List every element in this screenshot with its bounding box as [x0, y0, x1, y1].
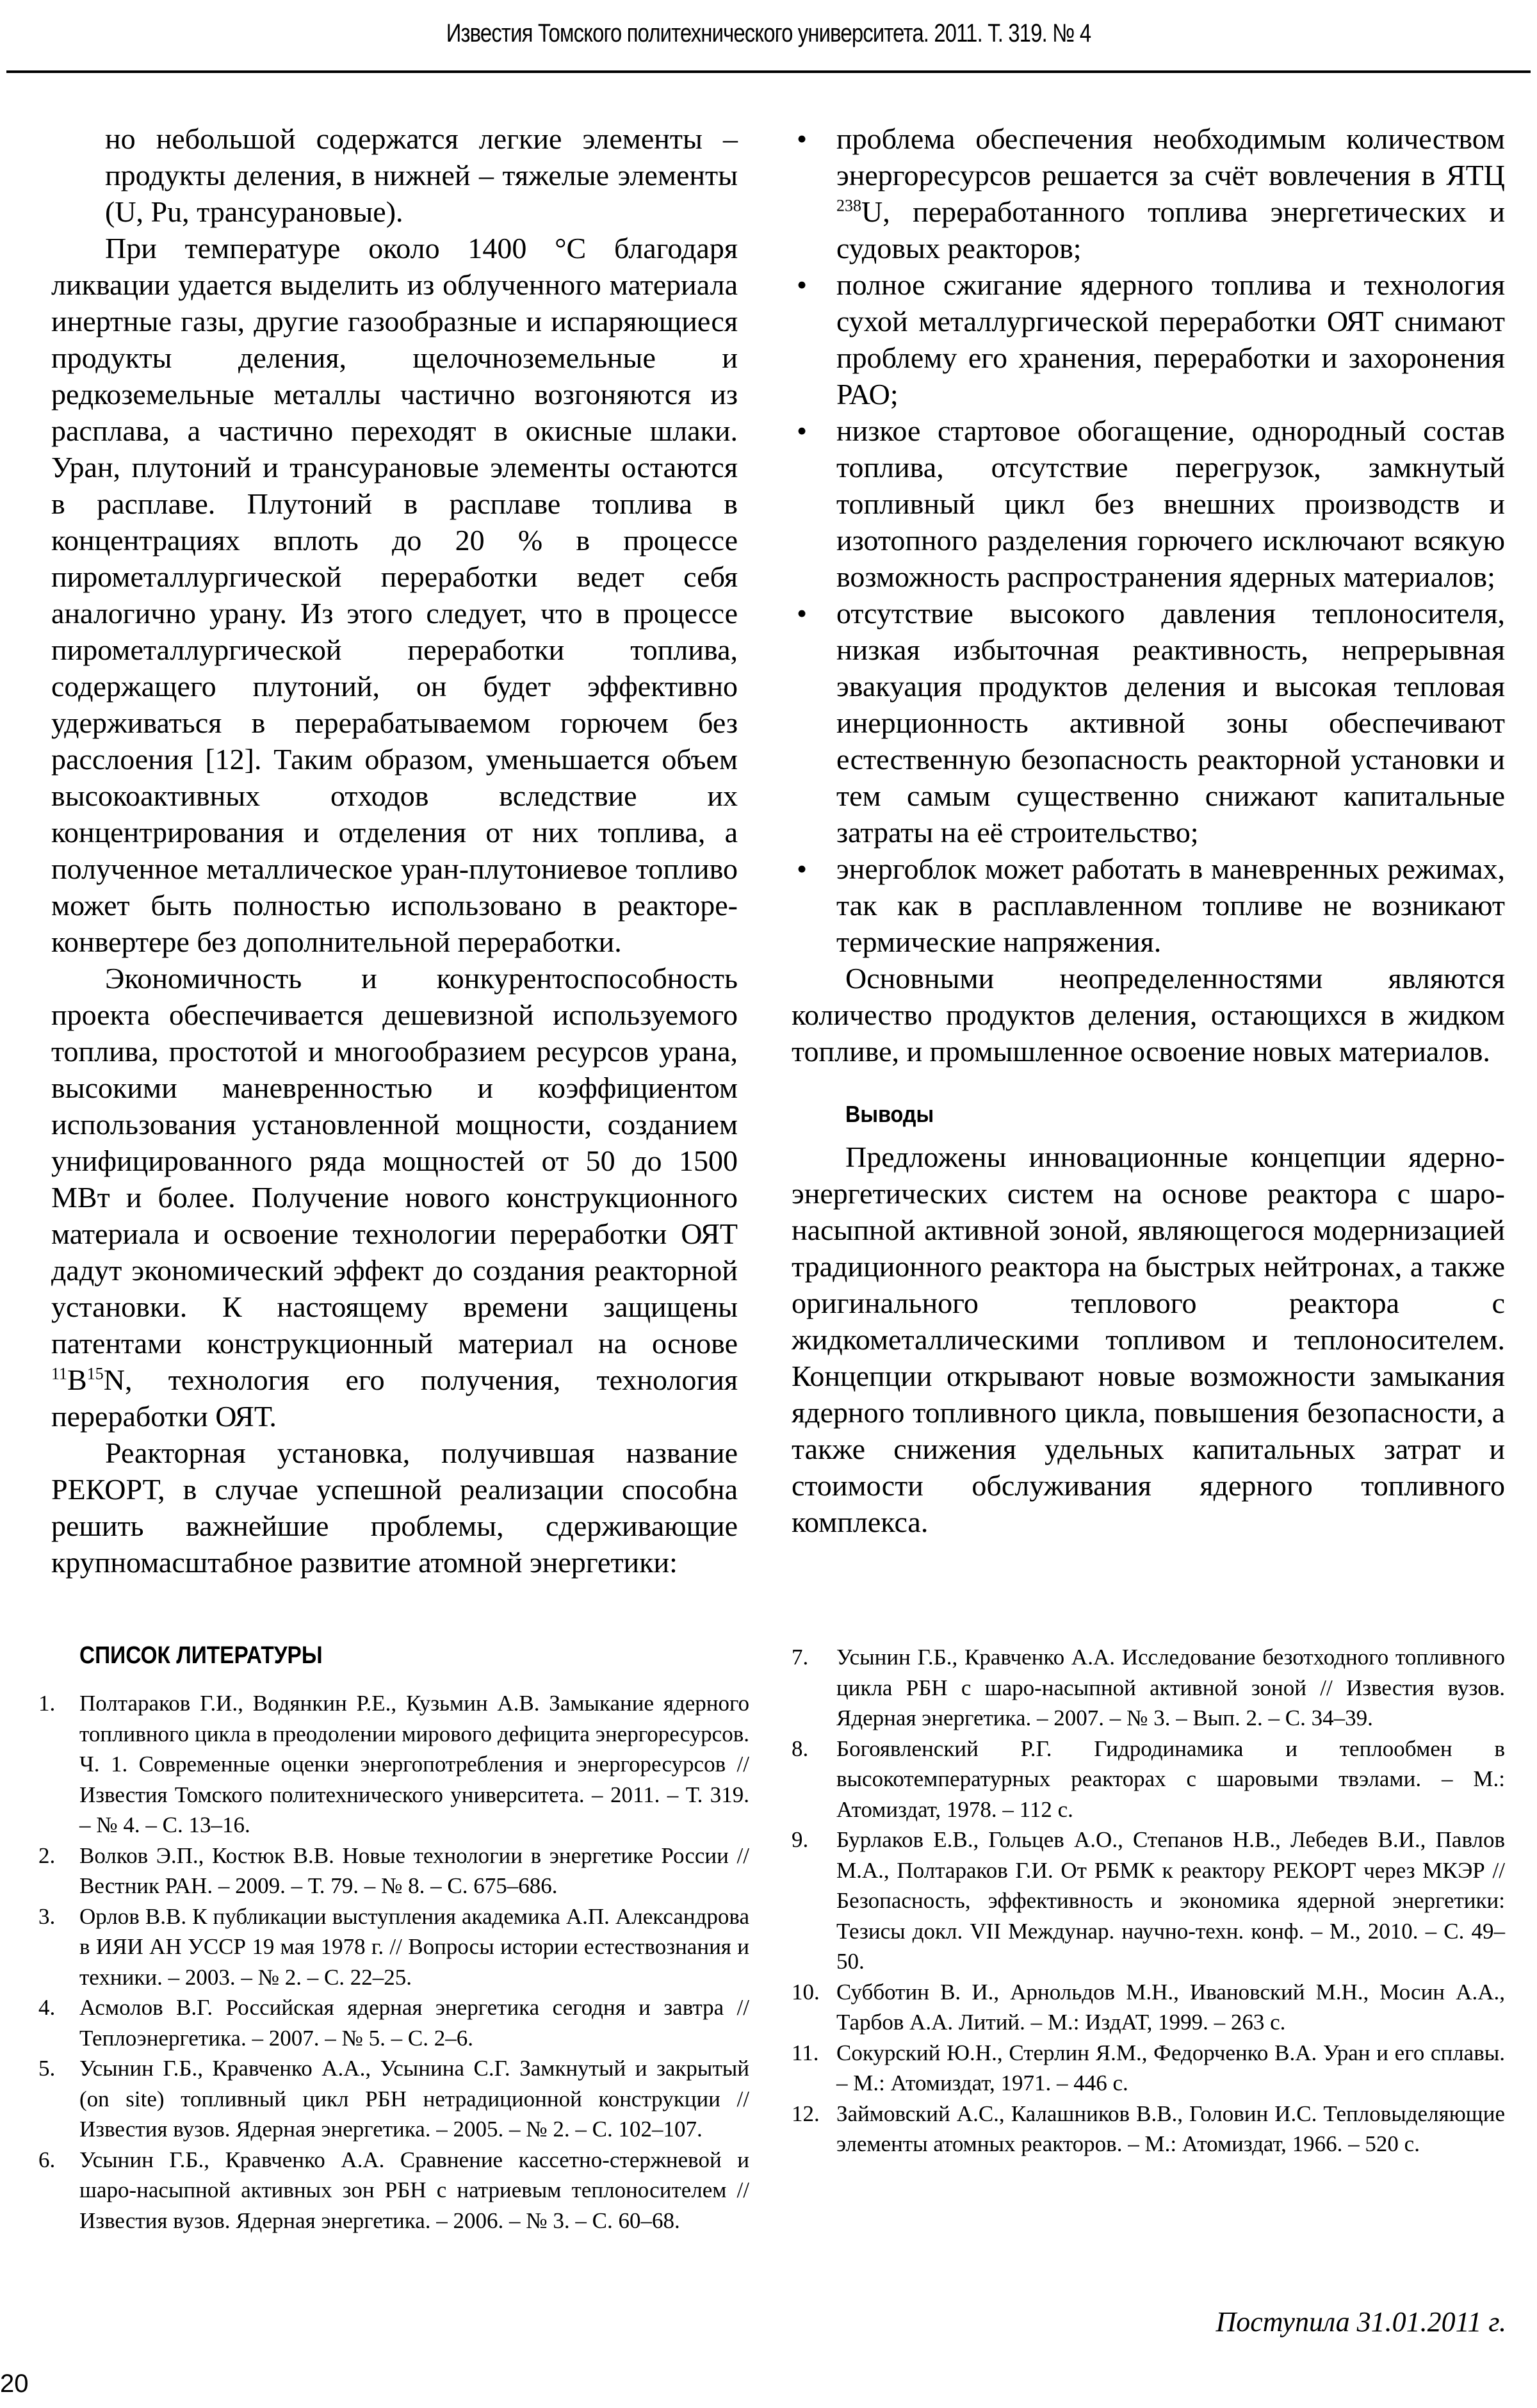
body-paragraph: Реакторная установка, получившая название РЕКОРТ, в случае успешной реализации способна решить важнейшие проблемы, сдерживающие крупномасштабное развитие атомной энергетики: — [51, 1436, 738, 1579]
reference-number: 10. — [792, 1979, 820, 2005]
journal-title: Известия Томского политехнического университета. 2011. Т. 319. № 4 — [446, 19, 1091, 47]
reference-item — [38, 1841, 749, 1901]
bullet-item — [792, 412, 1505, 595]
references-right — [792, 1642, 1505, 2160]
bullet-icon: • — [797, 597, 808, 630]
reference-number: 3. — [38, 1903, 56, 1929]
reference-number: 1. — [38, 1691, 56, 1716]
body-paragraph: При температуре около 1400 °С благодаря ликвации удается выделить из облученного материала инертные газы, другие газообразные и испаряющиеся продукты деления, щелочноземельные и редкоземельные металлы частично возгоняются из расплава, а частично переходят в окисные шлаки. Уран, плутоний и трансурановые элементы остаются в расплаве. Плутоний в расплаве топлива в концентрациях вплоть до 20 % в процессе пирометаллургической переработки ведет себя аналогично урану. Из этого следует, что в процессе пирометаллургической переработки топлива, содержащего плутоний, он будет эффективно удерживаться в перерабатываемом горючем без расслоения [12]. Таким образом, уменьшается объем высокоактивных отходов вследствие их концентрирования и отделения от них топлива, а полученное металлическое уран-плутониевое топливо может быть полностью использовано в реакторе-конвертере без дополнительной переработки. — [51, 232, 738, 958]
reference-number: 12. — [792, 2101, 820, 2126]
bullet-text: низкое стартовое обогащение, однородный состав топлива, отсутствие перегрузок, замкнутый топливный цикл без внешних производств и изотопного разделения горючего исключают всякую возможность распространения ядерных материалов; — [836, 414, 1505, 593]
reference-text: Бурлаков Е.В., Гольцев А.О., Степанов Н.В., Лебедев В.И., Павлов М.А., Полтараков Г.И. От РБМК к реактору РЕКОРТ через МКЭР // Безопасность, эффективность и экономика ядерной энергетики: Тезисы докл. VII Междунар. научно-техн. конф. – М., 2010. – С. 49–50. — [836, 1827, 1505, 1974]
reference-item — [38, 2145, 749, 2236]
reference-item — [792, 1734, 1505, 1825]
conclusions-paragraph: Предложены инновационные концепции ядерно-энергетических систем на основе реактора с шаро-насыпной активной зоной, являющегося модернизацией традиционного реактора на быстрых нейтронах, а также оригинального теплового реактора с жидкометаллическими топливом и теплоносителем. Концепции открывают новые возможности замыкания ядерного топливного цикла, повышения безопасности, а также снижения удельных капитальных затрат и стоимости обслуживания ядерного топливного комплекса. — [792, 1141, 1505, 1538]
reference-number: 11. — [792, 2040, 819, 2065]
reference-item — [792, 2099, 1505, 2160]
paragraph-text: Экономичность и конкурентоспособность проекта обеспечивается дешевизной используемого топлива, простотой и многообразием ресурсов урана, высокими маневренностью и коэффициентом использования установленной мощности, созданием унифицированного ряда мощностей от 50 до 1500 МВт и более. Получение нового конструкционного материала и освоение технологии переработки ОЯТ дадут экономический эффект до создания реакторной установки. К настоящему времени защищены патентами конструкционный материал на основе — [51, 962, 738, 1360]
reference-text: Орлов В.В. К публикации выступления академика А.П. Александрова в ИЯИ АН УССР 19 мая 1978 г. // Вопросы истории естествознания и техники. – 2003. – № 2. – С. 22–25. — [79, 1903, 749, 1990]
reference-item — [792, 1825, 1505, 1977]
reference-number: 7. — [792, 1645, 809, 1670]
uncertainty-paragraph: Основными неопределенностями являются количество продуктов деления, остающихся в жидком топливе, и промышленное освоение новых материалов. — [792, 962, 1505, 1068]
conclusions-heading: Выводы — [845, 1101, 934, 1127]
reference-text: Волков Э.П., Костюк В.В. Новые технологии в энергетике России // Вестник РАН. – 2009. – Т. 79. – № 8. – С. 675–686. — [79, 1843, 749, 1898]
reference-text: Сокурский Ю.Н., Стерлин Я.М., Федорченко В.А. Уран и его сплавы. – М.: Атомиздат, 1971. – 446 с. — [836, 2040, 1505, 2095]
reference-number: 8. — [792, 1736, 809, 1761]
reference-text: Усынин Г.Б., Кравченко А.А., Усынина С.Г. Замкнутый и закрытый (on site) топливный цикл РБН нетрадиционной конструкции // Известия вузов. Ядерная энергетика. – 2005. – № 2. – С. 102–107. — [79, 2056, 749, 2142]
running-header — [0, 0, 1537, 77]
references-left — [38, 1639, 749, 2236]
received-date: Поступила 31.01.2011 г. — [1216, 2306, 1506, 2338]
reference-text: Полтараков Г.И., Водянкин Р.Е., Кузьмин А.В. Замыкание ядерного топливного цикла в преодолении мирового дефицита энергоресурсов. Ч. 1. Современные оценки энергопотребления и энергоресурсов // Известия Томского политехнического университета. – 2011. – Т. 319. – № 4. – С. 13–16. — [79, 1691, 749, 1837]
reference-text: Усынин Г.Б., Кравченко А.А. Сравнение кассетно-стержневой и шаро-насыпной активных зон РБН с натриевым теплоносителем // Известия вузов. Ядерная энергетика. – 2006. – № 3. – С. 60–68. — [79, 2147, 749, 2233]
reference-item — [38, 1992, 749, 2053]
reference-text: Богоявленский Р.Г. Гидродинамика и теплообмен в высокотемпературных реакторах с шаровыми твэлами. – М.: Атомиздат, 1978. – 112 с. — [836, 1736, 1505, 1822]
bullet-icon: • — [797, 414, 808, 447]
reference-item — [792, 2038, 1505, 2099]
page-number: 20 — [0, 2370, 29, 2398]
body-paragraph — [51, 960, 738, 1435]
isotope-superscript: 15 — [86, 1364, 104, 1383]
reference-item — [38, 1901, 749, 1993]
reference-text: Займовский А.С., Калашников В.В., Головин И.С. Тепловыделяющие элементы атомных реакторов. – М.: Атомиздат, 1966. – 520 с. — [836, 2101, 1505, 2156]
reference-number: 4. — [38, 1995, 56, 2020]
isotope-superscript: 11 — [51, 1364, 68, 1383]
reference-text: Субботин В. И., Арнольдов М.Н., Ивановский М.Н., Мосин А.А., Тарбов А.А. Литий. – М.: ИздАТ, 1999. – 263 с. — [836, 1979, 1505, 2035]
reference-text: Асмолов В.Г. Российская ядерная энергетика сегодня и завтра // Теплоэнергетика. – 2007. – № 5. – С. 2–6. — [79, 1995, 749, 2051]
isotope-superscript: 238 — [836, 196, 861, 215]
reference-number: 5. — [38, 2056, 56, 2081]
bullet-text: проблема обеспечения необходимым количеством энергоресурсов решается за счёт вовлечения в ЯТЦ — [836, 122, 1505, 191]
header-divider — [6, 70, 1531, 73]
body-paragraph: но небольшой содержатся легкие элементы – продукты деления, в нижней – тяжелые элементы (U, Pu, трансурановые). — [105, 122, 738, 228]
bullet-item — [792, 120, 1505, 266]
right-column — [792, 120, 1505, 1540]
reference-number: 9. — [792, 1827, 809, 1852]
element-symbol: B — [67, 1363, 87, 1396]
bullet-text: энергоблок может работать в маневренных режимах, так как в расплавленном топливе не возникают термические напряжения. — [836, 852, 1505, 958]
bullet-text: отсутствие высокого давления теплоносителя, низкая избыточная реактивность, непрерывная эвакуация продуктов деления и высокая тепловая инерционность активной зоны обеспечивают естественную безопасность реакторной установки и тем самым существенно снижают капитальные затраты на её строительство; — [836, 597, 1505, 849]
reference-number: 2. — [38, 1843, 56, 1868]
reference-number: 6. — [38, 2147, 56, 2172]
references-heading: СПИСОК ЛИТЕРАТУРЫ — [79, 1642, 323, 1669]
reference-item — [792, 1642, 1505, 1734]
bullet-text: U, переработанного топлива энергетических и судовых реакторов; — [836, 195, 1505, 264]
bullet-icon: • — [797, 852, 808, 885]
left-column — [51, 120, 738, 1581]
reference-text: Усынин Г.Б., Кравченко А.А. Исследование безотходного топливного цикла РБН с шаро-насыпной активной зоной // Известия вузов. Ядерная энергетика. – 2007. – № 3. – Вып. 2. – С. 34–39. — [836, 1645, 1505, 1730]
reference-item — [38, 2053, 749, 2145]
bullet-item — [792, 595, 1505, 850]
problems-bullet-list — [792, 120, 1505, 960]
paragraph-text: N, технология его получения, технология переработки ОЯТ. — [51, 1363, 738, 1433]
reference-item — [792, 1977, 1505, 2038]
bullet-icon: • — [797, 122, 808, 155]
bullet-text: полное сжигание ядерного топлива и технология сухой металлургической переработки ОЯТ снимают проблему его хранения, переработки и захоронения РАО; — [836, 268, 1505, 411]
bullet-item — [792, 266, 1505, 412]
reference-item — [38, 1688, 749, 1841]
bullet-item — [792, 850, 1505, 960]
bullet-icon: • — [797, 268, 808, 301]
